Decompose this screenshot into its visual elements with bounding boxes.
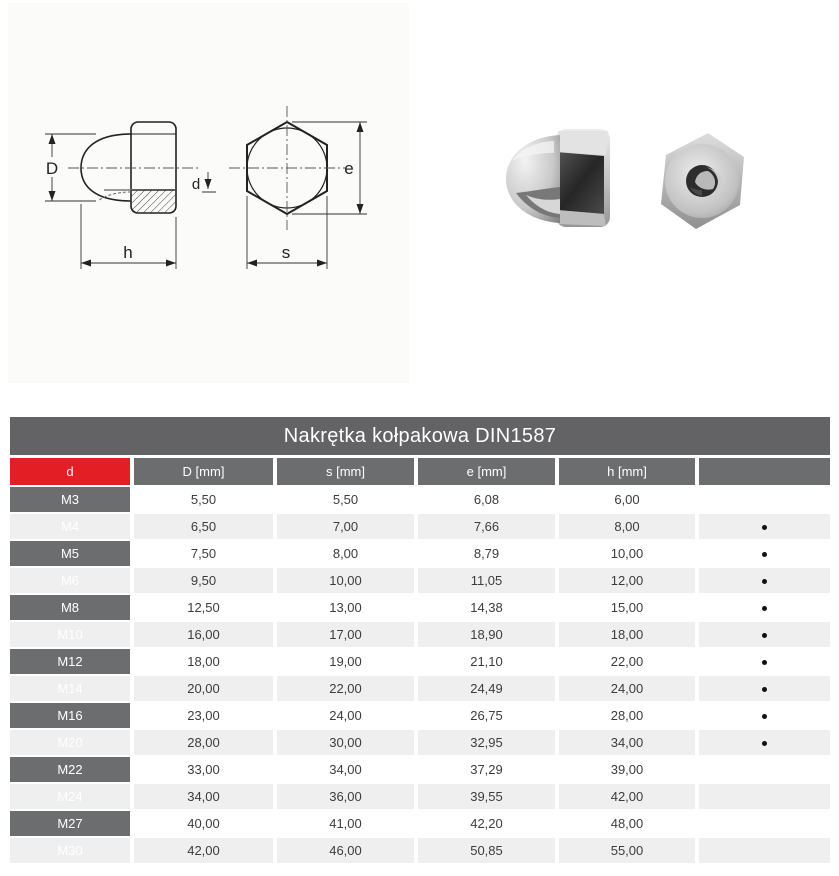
availability-dot-icon bbox=[762, 687, 767, 692]
cell-h: 24,00 bbox=[559, 676, 695, 701]
cell-e: 32,95 bbox=[418, 730, 555, 755]
availability-dot-icon bbox=[762, 552, 767, 557]
spec-table bbox=[6, 456, 834, 865]
cell-s: 46,00 bbox=[277, 838, 414, 863]
row-label-cell: M24 bbox=[10, 784, 130, 809]
cap-nut-side-photo bbox=[506, 129, 610, 227]
header-row bbox=[10, 458, 830, 485]
cell-s: 13,00 bbox=[277, 595, 414, 620]
cell-e: 8,79 bbox=[418, 541, 555, 566]
availability-dot-icon bbox=[762, 606, 767, 611]
cell-s: 41,00 bbox=[277, 811, 414, 836]
row-label-cell: M10 bbox=[10, 622, 130, 647]
dimension-d bbox=[192, 172, 216, 193]
table-row bbox=[10, 757, 830, 782]
cell-e: 37,29 bbox=[418, 757, 555, 782]
table-title: Nakrętka kołpakowa DIN1587 bbox=[10, 417, 830, 455]
table-row bbox=[10, 595, 830, 620]
cell-e: 50,85 bbox=[418, 838, 555, 863]
availability-cell bbox=[699, 541, 830, 566]
availability-cell bbox=[699, 757, 830, 782]
row-label-cell: M4 bbox=[10, 514, 130, 539]
row-label-cell: M30 bbox=[10, 838, 130, 863]
cell-h: 42,00 bbox=[559, 784, 695, 809]
cell-s: 30,00 bbox=[277, 730, 414, 755]
table-row bbox=[10, 487, 830, 512]
cell-h: 6,00 bbox=[559, 487, 695, 512]
row-label-cell: M16 bbox=[10, 703, 130, 728]
cell-s: 17,00 bbox=[277, 622, 414, 647]
cell-s: 36,00 bbox=[277, 784, 414, 809]
cell-h: 12,00 bbox=[559, 568, 695, 593]
availability-dot-icon bbox=[762, 633, 767, 638]
availability-dot-icon bbox=[762, 714, 767, 719]
cell-e: 7,66 bbox=[418, 514, 555, 539]
cell-e: 24,49 bbox=[418, 676, 555, 701]
cell-D: 5,50 bbox=[134, 487, 273, 512]
table-row bbox=[10, 703, 830, 728]
spec-table-body bbox=[10, 487, 830, 863]
availability-cell bbox=[699, 784, 830, 809]
availability-cell bbox=[699, 676, 830, 701]
label-d: d bbox=[191, 176, 201, 193]
cell-s: 24,00 bbox=[277, 703, 414, 728]
availability-cell bbox=[699, 514, 830, 539]
cell-D: 7,50 bbox=[134, 541, 273, 566]
cell-D: 9,50 bbox=[134, 568, 273, 593]
table-row bbox=[10, 811, 830, 836]
table-row bbox=[10, 541, 830, 566]
availability-dot-icon bbox=[762, 741, 767, 746]
label-D: D bbox=[45, 159, 59, 178]
row-label-cell: M12 bbox=[10, 649, 130, 674]
col-header-e-mm: e [mm] bbox=[418, 458, 555, 485]
cell-h: 55,00 bbox=[559, 838, 695, 863]
cell-h: 39,00 bbox=[559, 757, 695, 782]
availability-dot-icon bbox=[762, 660, 767, 665]
availability-cell bbox=[699, 568, 830, 593]
cell-h: 18,00 bbox=[559, 622, 695, 647]
cell-s: 19,00 bbox=[277, 649, 414, 674]
cell-D: 28,00 bbox=[134, 730, 273, 755]
table-row bbox=[10, 838, 830, 863]
label-e: e bbox=[344, 159, 354, 178]
cell-s: 22,00 bbox=[277, 676, 414, 701]
cell-D: 16,00 bbox=[134, 622, 273, 647]
cell-D: 18,00 bbox=[134, 649, 273, 674]
cell-e: 42,20 bbox=[418, 811, 555, 836]
cell-h: 34,00 bbox=[559, 730, 695, 755]
cell-h: 15,00 bbox=[559, 595, 695, 620]
cell-h: 28,00 bbox=[559, 703, 695, 728]
label-h: h bbox=[123, 243, 133, 262]
row-label-cell: M5 bbox=[10, 541, 130, 566]
table-row bbox=[10, 514, 830, 539]
row-label-cell: M27 bbox=[10, 811, 130, 836]
cell-D: 40,00 bbox=[134, 811, 273, 836]
cell-e: 21,10 bbox=[418, 649, 555, 674]
cell-s: 7,00 bbox=[277, 514, 414, 539]
availability-cell bbox=[699, 649, 830, 674]
product-photo bbox=[440, 95, 780, 265]
cell-s: 10,00 bbox=[277, 568, 414, 593]
face-view-drawing bbox=[229, 106, 367, 269]
side-view-drawing bbox=[44, 122, 216, 269]
row-label-cell: M3 bbox=[10, 487, 130, 512]
availability-dot-icon bbox=[762, 525, 767, 530]
cell-D: 23,00 bbox=[134, 703, 273, 728]
availability-cell bbox=[699, 838, 830, 863]
cell-s: 34,00 bbox=[277, 757, 414, 782]
cell-e: 6,08 bbox=[418, 487, 555, 512]
table-row bbox=[10, 568, 830, 593]
thread-section-hatch bbox=[131, 190, 176, 213]
row-label-cell: M20 bbox=[10, 730, 130, 755]
cell-e: 26,75 bbox=[418, 703, 555, 728]
col-header-D-mm: D [mm] bbox=[134, 458, 273, 485]
cell-D: 34,00 bbox=[134, 784, 273, 809]
technical-drawing bbox=[0, 80, 420, 300]
cell-e: 14,38 bbox=[418, 595, 555, 620]
cell-s: 8,00 bbox=[277, 541, 414, 566]
table-row bbox=[10, 649, 830, 674]
cell-D: 12,50 bbox=[134, 595, 273, 620]
col-header-h-mm: h [mm] bbox=[559, 458, 695, 485]
availability-dot-icon bbox=[762, 579, 767, 584]
cell-h: 48,00 bbox=[559, 811, 695, 836]
col-header-d: d bbox=[10, 458, 130, 485]
cap-nut-face-photo bbox=[661, 133, 744, 229]
cell-e: 39,55 bbox=[418, 784, 555, 809]
table-row bbox=[10, 622, 830, 647]
cell-h: 10,00 bbox=[559, 541, 695, 566]
availability-cell bbox=[699, 622, 830, 647]
availability-cell bbox=[699, 730, 830, 755]
row-label-cell: M22 bbox=[10, 757, 130, 782]
availability-cell bbox=[699, 487, 830, 512]
cell-D: 42,00 bbox=[134, 838, 273, 863]
row-label-cell: M8 bbox=[10, 595, 130, 620]
availability-cell bbox=[699, 703, 830, 728]
availability-cell bbox=[699, 595, 830, 620]
table-row bbox=[10, 730, 830, 755]
cell-h: 8,00 bbox=[559, 514, 695, 539]
row-label-cell: M6 bbox=[10, 568, 130, 593]
cell-D: 6,50 bbox=[134, 514, 273, 539]
col-header-s-mm: s [mm] bbox=[277, 458, 414, 485]
cell-h: 22,00 bbox=[559, 649, 695, 674]
availability-cell bbox=[699, 811, 830, 836]
table-row bbox=[10, 676, 830, 701]
cell-s: 5,50 bbox=[277, 487, 414, 512]
col-header-availability bbox=[699, 458, 830, 485]
row-label-cell: M14 bbox=[10, 676, 130, 701]
cell-D: 20,00 bbox=[134, 676, 273, 701]
cell-e: 11,05 bbox=[418, 568, 555, 593]
label-s: s bbox=[281, 243, 291, 262]
table-row bbox=[10, 784, 830, 809]
cell-e: 18,90 bbox=[418, 622, 555, 647]
cell-D: 33,00 bbox=[134, 757, 273, 782]
